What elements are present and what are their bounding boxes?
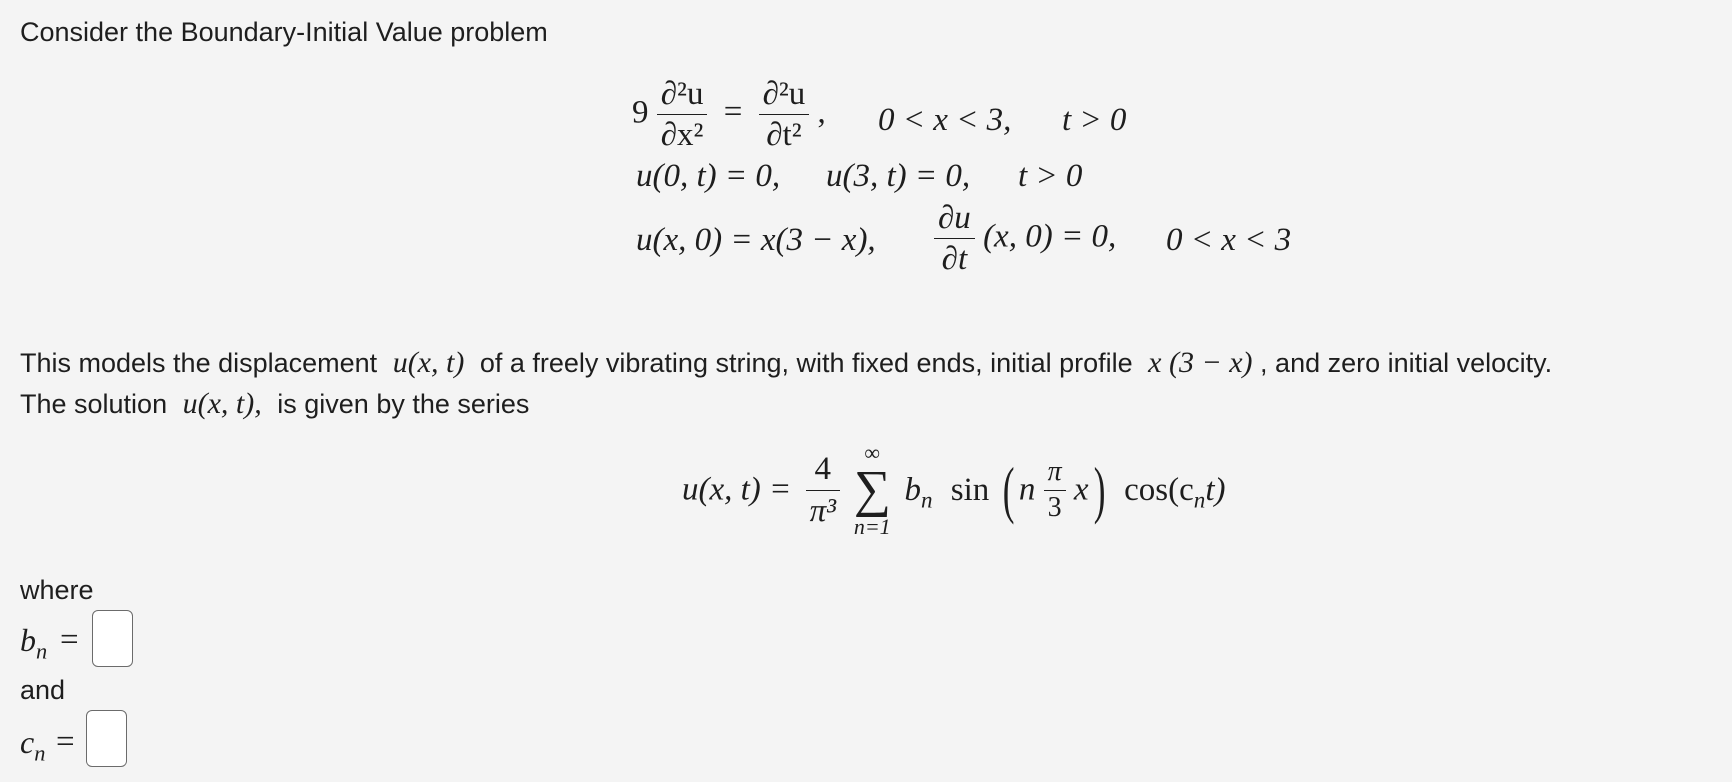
ic-velocity-rest: (x, 0) = 0, bbox=[983, 218, 1117, 255]
ic-velocity-fraction bbox=[934, 200, 975, 278]
description-line2-b: is given by the series bbox=[277, 389, 530, 419]
summation-symbol bbox=[848, 442, 896, 538]
bn-label: $b_n$ bbox=[20, 622, 48, 664]
ic-domain: 0 < x < 3 bbox=[1166, 222, 1292, 258]
description-profile: x (3 − x) bbox=[1148, 346, 1253, 379]
series-n: n bbox=[1018, 471, 1036, 508]
bc-right: u(3, t) = 0, bbox=[826, 158, 971, 194]
series-pi-fraction bbox=[1044, 457, 1066, 524]
series-x: x bbox=[1073, 471, 1089, 508]
series-close-paren: ) bbox=[1093, 454, 1106, 525]
cn-label: $c_n$ bbox=[20, 724, 46, 766]
pde-lhs-numerator: ∂²u bbox=[657, 76, 708, 115]
description-line-1 bbox=[20, 348, 1552, 378]
series-coefficient-numerator: 4 bbox=[806, 451, 840, 490]
summation-lower: n=1 bbox=[853, 514, 891, 539]
bc-left: u(0, t) = 0, bbox=[636, 158, 781, 194]
pde-lhs-fraction bbox=[657, 76, 708, 154]
and-label: and bbox=[20, 675, 66, 705]
pde-comma: , bbox=[817, 94, 826, 131]
series-pi-numerator: π bbox=[1044, 457, 1066, 491]
summation-sigma: ∑ bbox=[853, 461, 891, 518]
pde-time-condition: t > 0 bbox=[1062, 102, 1127, 138]
pde-rhs-denominator: ∂t² bbox=[766, 117, 802, 154]
cn-equals: = bbox=[56, 724, 75, 760]
series-coefficient-denominator: π³ bbox=[809, 492, 836, 529]
ic-velocity bbox=[934, 200, 1116, 278]
description-line2-a: The solution bbox=[20, 389, 168, 419]
pde-coefficient: 9 bbox=[632, 94, 649, 131]
ic-velocity-numerator: ∂u bbox=[934, 200, 975, 239]
description-part1: This models the displacement bbox=[20, 348, 378, 378]
bn-answer-input[interactable] bbox=[92, 610, 133, 667]
description-line-2 bbox=[20, 389, 529, 419]
series-sin: sin bbox=[950, 471, 990, 508]
description-line2-u: u(x, t), bbox=[182, 387, 262, 420]
ic-velocity-denominator: ∂t bbox=[941, 241, 968, 278]
bc-time-condition: t > 0 bbox=[1018, 158, 1083, 194]
summation-upper: ∞ bbox=[864, 440, 881, 465]
series-pi-denominator: 3 bbox=[1047, 491, 1062, 523]
series-open-paren: ( bbox=[1002, 454, 1015, 525]
series-lhs: u(x, t) = bbox=[682, 471, 792, 508]
pde-lhs-denominator: ∂x² bbox=[660, 117, 704, 154]
pde-equation bbox=[632, 76, 826, 154]
description-part2: of a freely vibrating string, with fixed ends, initial profile bbox=[479, 348, 1133, 378]
series-solution bbox=[682, 442, 1225, 538]
series-bn: $b_n$ bbox=[904, 471, 933, 513]
ic-displacement: u(x, 0) = x(3 − x), bbox=[636, 222, 876, 258]
cn-answer-input[interactable] bbox=[86, 710, 127, 767]
pde-rhs-fraction bbox=[759, 76, 810, 154]
series-cos: $\cos(c_nt)$ bbox=[1124, 471, 1226, 513]
bn-equals: = bbox=[60, 622, 79, 658]
pde-rhs-numerator: ∂²u bbox=[759, 76, 810, 115]
series-coefficient bbox=[806, 451, 840, 529]
pde-equals: = bbox=[723, 94, 743, 131]
description-u-xt: u(x, t) bbox=[392, 346, 465, 379]
description-part3: , and zero initial velocity. bbox=[1260, 348, 1553, 378]
intro-text: Consider the Boundary-Initial Value problem bbox=[20, 17, 548, 47]
where-label: where bbox=[20, 575, 94, 605]
pde-domain: 0 < x < 3, bbox=[878, 102, 1012, 138]
